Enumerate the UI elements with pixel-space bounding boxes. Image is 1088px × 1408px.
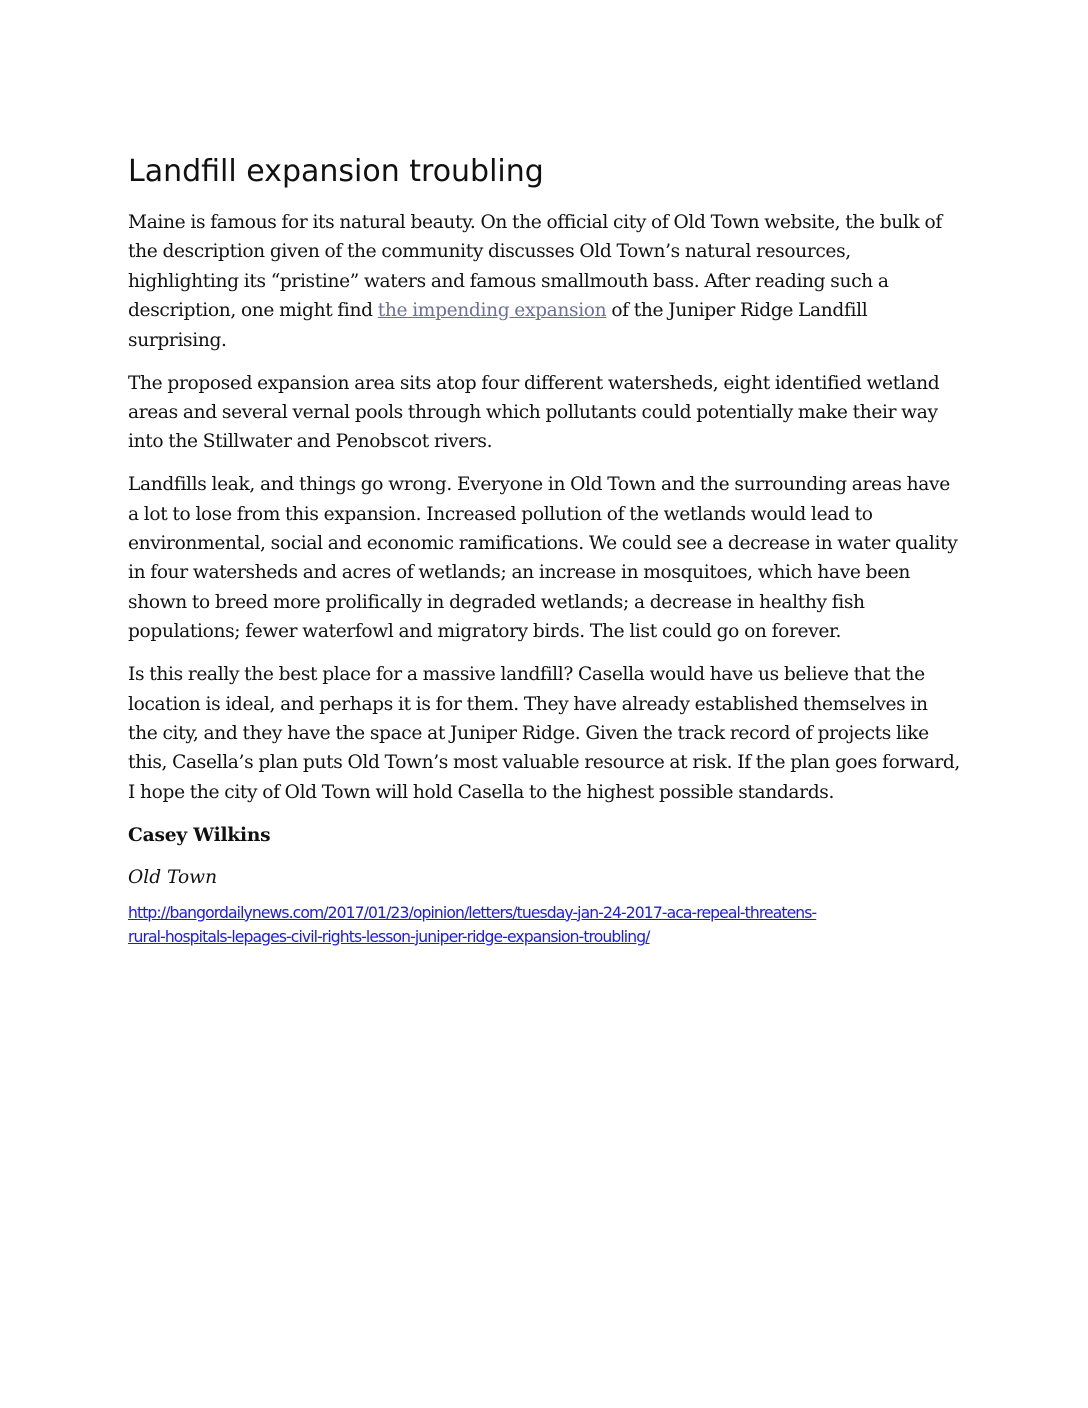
paragraph-1-text-end: of the Juniper Ridge Landfill surprising. <box>128 300 868 351</box>
paragraph-3: Landfills leak, and things go wrong. Everyone in Old Town and the surrounding areas have a lot to lose from this expansion. Increased pollution of the wetlands would lead to environmental, social and economic ramifications. We could see a decrease in water quality in four watersheds and acres of wetlands; an increase in mosquitoes, which have been shown to breed more prolifically in degraded wetlands; a decrease in healthy fish populations; fewer waterfowl and migratory birds. The list could go on forever. <box>128 474 958 643</box>
author-name: Casey Wilkins <box>128 824 271 846</box>
source-url-link[interactable] <box>128 901 960 949</box>
paragraph-4: Is this really the best place for a massive landfill? Casella would have us believe that the location is ideal, and perhaps it is for them. They have already established themselves in the city, and they have the space at Juniper Ridge. Given the track record of projects like this, Casella’s plan puts Old Town’s most valuable resource at risk. If the plan goes forward, I hope the city of Old Town will hold Casella to the highest possible standards. <box>128 664 960 803</box>
paragraph-2: The proposed expansion area sits atop four different watersheds, eight identified wetland areas and several vernal pools through which pollutants could potentially make their way into the Stillwater and Penobscot rivers. <box>128 372 940 453</box>
paragraph-1 <box>128 208 960 355</box>
source-url-line-2: rural-hospitals-lepages-civil-rights-lesson-juniper-ridge-expansion-troubling/ <box>128 927 650 946</box>
article-title: Landfill expansion troubling <box>128 154 544 189</box>
impending-expansion-link[interactable]: the impending expansion <box>377 300 607 322</box>
article-body <box>128 150 960 949</box>
source-url-line-1: http://bangordailynews.com/2017/01/23/opinion/letters/tuesday-jan-24-2017-aca-repeal-threatens- <box>128 903 817 922</box>
author-location: Old Town <box>128 867 218 889</box>
paragraph-1-text-start: Maine is famous for its natural beauty. On the official city of Old Town website, the bulk of the description given of the community discusses Old Town’s natural resources, highlighting its “pristine” waters and famous smallmouth bass. After reading such a description, one might find <box>128 212 942 322</box>
